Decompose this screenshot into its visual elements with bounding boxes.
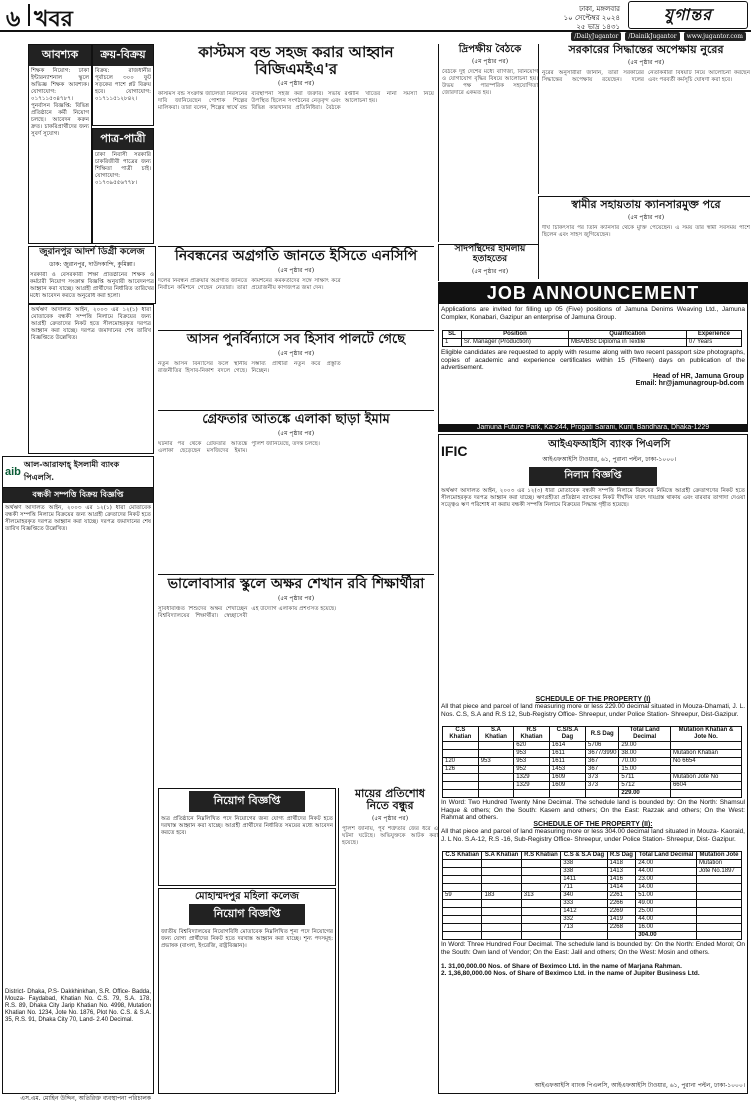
- job-address: Jamuna Future Park, Ka-244, Progati Sarani, Kuril, Bandhara, Dhaka-1229: [439, 424, 747, 431]
- table-cell: [521, 900, 560, 908]
- story-nur-body: নুরের অনুসারীরা জানান, তারা সরকারের সিদ্ধান্তের অপেক্ষায় রয়েছেন। দলের নেতাকর্মীরা বিষয়টি নিয়ে আলোচনা করছেন এবং পরবর্তী কর্মসূচি ঘোষণা করা হবে।: [542, 70, 750, 84]
- table-cell: 5706: [586, 742, 619, 750]
- recruitment-body: অত্র প্রতিষ্ঠানে নিম্নলিখিত পদে নিয়োগের জন্য যোগ্য প্রার্থীদের নিকট হতে দরখাস্ত আহ্বান করা যাচ্ছে। আগ্রহী প্রার্থীদের নির্ধারিত সময়ের মধ্যে আবেদন করতে হবে।: [161, 816, 333, 836]
- table-cell: 713: [561, 924, 607, 932]
- table-cell: 44.00: [636, 868, 697, 876]
- table-cell: [443, 774, 479, 782]
- story-nur-headline: সরকারের সিদ্ধান্তের অপেক্ষায় নুরের: [568, 43, 724, 56]
- ific-address: আইএফআইসি টাওয়ার, ৬১, পুরানা পল্টন, ঢাকা-১০০০।: [542, 456, 677, 463]
- story-attack: [438, 244, 538, 281]
- table-header: C.S Khatian: [443, 852, 482, 860]
- table-header: R.S Dag: [607, 852, 636, 860]
- table-cell: [478, 766, 514, 774]
- table-cell: 120: [443, 758, 479, 766]
- job-intro: Applications are invited for filling up 05 (Five) positions of Jamuna Denims Weaving Ltd., Jamuna Complex, Konabari, Gazipur an enterprise of Jamuna Group.: [441, 306, 745, 321]
- table-cell: [549, 790, 585, 798]
- table-cell: 1418: [607, 860, 636, 868]
- table-cell: 23.00: [636, 876, 697, 884]
- table-cell: [482, 900, 521, 908]
- table-cell: [443, 876, 482, 884]
- story-imam: [158, 410, 434, 571]
- table-cell: 59: [443, 892, 482, 900]
- table-cell: 953: [514, 758, 550, 766]
- ific-sched2-intro: All that piece and parcel of land measuring more or less 304.00 decimal land situated in Mouza- Kaoraid, J. L No. S.A-12, R.S -16, Sub-Registry Office- Shreepur, under Police Station- Shreepur, Dist- Gazipur.: [441, 828, 745, 843]
- table-cell: [482, 932, 521, 940]
- table-cell: 14.00: [636, 884, 697, 892]
- table-cell: [443, 782, 479, 790]
- job-email[interactable]: Email: hr@jamunagroup-bd.com: [635, 380, 744, 387]
- table-cell: [482, 916, 521, 924]
- table-cell: [697, 876, 742, 884]
- ific-sign: আইএফআইসি ব্যাংক পিএলসি, আইএফআইসি টাওয়ার, ৬১, পুরানা পল্টন, ঢাকা-১০০০।: [534, 1082, 745, 1089]
- table-cell: [697, 916, 742, 924]
- job-footer: Eligible candidates are requested to apply with resume along with two recent passport size photographs, copies of academic and experience certificates within 15 (Fifteen) days on publication of the advertisement.: [441, 349, 745, 371]
- classified-matrimony-text: ঢাকা নিবাসী সরকারি চাকরিজীবী পাত্রের জন্য শিক্ষিতা পাত্রী চাই। যোগাযোগ: ০১৭৩৯৫৫৬৭৭৮।: [95, 152, 151, 186]
- table-cell: 38.00: [619, 750, 671, 758]
- table-cell: [482, 876, 521, 884]
- website-link[interactable]: www.jugantor.com: [684, 32, 746, 41]
- table-cell: Mutation: [697, 860, 742, 868]
- table-row: [443, 908, 742, 916]
- ific-table-2: [442, 851, 742, 940]
- twitter-link[interactable]: /DainikJugantor: [625, 32, 679, 41]
- story-imam-headline: গ্রেফতার আতঙ্কে এলাকা ছাড়া ইমাম: [202, 412, 390, 427]
- date-weekday: ঢাকা, মঙ্গলবার: [579, 5, 620, 13]
- ific-words1: In Word: Two Hundred Twenty Nine Decimal. The schedule land is bounded by: On the North: Shamsul Haque & others; On the South: Kasem and others; On the East: Razzak and others; On the West: Rahmat and others.: [441, 799, 745, 821]
- table-cell: [521, 876, 560, 884]
- table-cell: 332: [561, 916, 607, 924]
- table-cell: 183: [482, 892, 521, 900]
- table-cell: 952: [514, 766, 550, 774]
- table-cell: [478, 782, 514, 790]
- table-cell: 711: [561, 884, 607, 892]
- recruitment-title: নিয়োগ বিজ্ঞপ্তি: [189, 791, 305, 812]
- table-row: [443, 750, 742, 758]
- table-cell: [514, 790, 550, 798]
- table-cell: 620: [514, 742, 550, 750]
- table-cell: 126: [443, 766, 479, 774]
- ific-sched1-intro: All that piece and parcel of land measuring more or less 229.00 decimal situated in Mouza-Dhamati, J. L. Nos. C.S, S.A and R.S 12, Sub-Registry Office- Shreepur, under Police Station- Shreepur, Dist-Gazipur.: [441, 703, 745, 718]
- job-cell-position: Sr. Manager (Production): [461, 339, 568, 347]
- classified-wanted: [28, 44, 92, 244]
- story-customs-bond: [158, 44, 434, 242]
- classified-buysell-title: ক্রয়-বিক্রয়: [93, 45, 153, 66]
- job-cell-qualification: MBA/BSc Diploma in Textile: [569, 339, 687, 347]
- table-cell: 953: [514, 750, 550, 758]
- table-cell: 15.00: [619, 766, 671, 774]
- ific-table-1: [442, 726, 742, 798]
- table-cell: [443, 860, 482, 868]
- story-school-headline: ভালোবাসার স্কুলে অক্ষর শেখান রবি শিক্ষার্থীরা: [167, 576, 425, 592]
- ific-sched2-title: SCHEDULE OF THE PROPERTY (II):: [533, 821, 653, 828]
- table-cell: [443, 908, 482, 916]
- continued-label: (৫ম পৃষ্ঠার পর): [371, 815, 409, 823]
- job-cell-experience: 07 Years: [686, 339, 741, 347]
- classified-matrimony: [92, 128, 154, 244]
- aiba-logo-icon: aib: [5, 466, 21, 478]
- table-cell: Mutation Khatian: [670, 750, 741, 758]
- job-header-qualification: Qualification: [569, 331, 687, 339]
- story-school-body: সুবিধাবঞ্চিত শিশুদের অক্ষর শেখাচ্ছেন বিশ্ববিদ্যালয়ের শিক্ষার্থীরা। স্বেচ্ছাসেবী এই উদ্যোগ এলাকায় প্রশংসিত হয়েছে।: [158, 606, 337, 620]
- table-cell: 2261: [607, 892, 636, 900]
- ad-job-announcement: [438, 282, 748, 432]
- table-cell: 373: [586, 774, 619, 782]
- story-revenge-headline: মায়ের প্রতিশোধ নিতে বন্ধুর: [355, 787, 425, 813]
- table-cell: [482, 924, 521, 932]
- table-cell: [443, 916, 482, 924]
- issue-date: [520, 5, 620, 32]
- mohila-title: মোহাম্মদপুর মহিলা কলেজ: [194, 891, 300, 902]
- table-cell: Jote No.1897: [697, 868, 742, 876]
- table-cell: [586, 790, 619, 798]
- table-cell: [521, 868, 560, 876]
- table-cell: [521, 932, 560, 940]
- table-cell: 2266: [607, 900, 636, 908]
- ific-name: আইএফআইসি ব্যাংক পিএলসি: [548, 439, 671, 450]
- table-cell: [561, 932, 607, 940]
- story-revenge-body: পুলিশ জানায়, পূর্ব শত্রুতার জের ধরে এ ঘটনা ঘটেছে। অভিযুক্তকে আটক করা হয়েছে।: [342, 826, 438, 847]
- mohila-notice-title: নিয়োগ বিজ্ঞপ্তি: [189, 904, 305, 925]
- facebook-link[interactable]: /DailyJugantor: [571, 32, 621, 41]
- table-cell: [482, 868, 521, 876]
- story-revenge: [338, 788, 438, 1092]
- table-cell: 1412: [561, 908, 607, 916]
- table-cell: [482, 908, 521, 916]
- ad-juranpur-college-body: সরকারী ও বেসরকারী শিক্ষা প্রতিষ্ঠানের শিক্ষক ও কর্মচারী নিয়োগ সংক্রান্ত বিজ্ঞপ্তি অনুযায়ী আবেদনপত্র আহ্বান করা যাচ্ছে। আগ্রহী প্রার্থীদের নির্ধারিত তারিখের মধ্যে আবেদন করতে অনুরোধ করা হলো।: [30, 271, 154, 299]
- page-number: ৬: [6, 6, 21, 32]
- table-header: C.S/S.A Dag: [549, 727, 585, 742]
- classified-buysell: [92, 44, 154, 126]
- table-cell: [697, 884, 742, 892]
- table-cell: [443, 868, 482, 876]
- story-customs-bond-body: কাস্টমস বন্ড সংক্রান্ত জটিলতা নিরসনের দাবি জানিয়েছেন পোশাক শিল্পের মালিকরা। তারা বলেন, শিল্পের স্বার্থে বন্ড ব্যবস্থাপনা সহজ করা জরুরি। সভায় উপস্থিত ছিলেন সংগঠনের নেতৃবৃন্দ এবং বিভিন্ন কারখানার প্রতিনিধিরা। বৈঠকে রপ্তানি খাতের নানা সমস্যা নিয়ে আলোচনা হয়।: [158, 91, 434, 111]
- table-row: [443, 924, 742, 932]
- table-total-row: [443, 790, 742, 798]
- table-cell: [443, 900, 482, 908]
- story-customs-bond-headline: কাস্টমস বন্ড সহজ করার আহ্বান বিজিএমইএ'র: [198, 43, 394, 78]
- job-cell-sl: 1: [443, 339, 462, 347]
- table-row: [443, 758, 742, 766]
- table-cell: 338: [561, 860, 607, 868]
- date-gregorian: ১০ সেপ্টেম্বর ২০২৪: [563, 14, 620, 22]
- table-cell: 44.00: [636, 916, 697, 924]
- table-header: Total Land Decimal: [636, 852, 697, 860]
- table-row: [443, 774, 742, 782]
- table-cell: 51.00: [636, 892, 697, 900]
- continued-label: (৫ম পৃষ্ঠার পর): [471, 58, 509, 65]
- table-cell: [478, 774, 514, 782]
- date-bengali: ২৫ ভাদ্র ১৪৩১: [576, 23, 620, 31]
- table-cell: 1609: [549, 782, 585, 790]
- table-cell: [521, 924, 560, 932]
- story-school: [158, 574, 434, 785]
- aiba-name: আল-আরাফাহ্‌ ইসলামী ব্যাংক পিএলসি.: [23, 459, 120, 482]
- table-cell: 24.00: [636, 860, 697, 868]
- table-header: R.S Khatian: [521, 852, 560, 860]
- table-cell: 304.00: [636, 932, 697, 940]
- table-cell: 1414: [607, 884, 636, 892]
- table-total-row: [443, 932, 742, 940]
- table-cell: [443, 750, 479, 758]
- table-header: C.S & S.A Dag: [561, 852, 607, 860]
- ad-aiba-notice-small: [28, 304, 154, 454]
- continued-label: (৫ম পৃষ্ঠার পর): [627, 59, 665, 67]
- mohila-body: জাতীয় বিশ্ববিদ্যালয়ের নিয়োগবিধি মোতাবেক নিম্নলিখিত শূন্য পদে নিয়োগের জন্য যোগ্য প্রার্থীদের নিকট হতে দরখাস্ত আহ্বান করা যাচ্ছে। শূন্য পদসমূহ: প্রভাষক (বাংলা, ইংরেজি, রাষ্ট্রবিজ্ঞান)।: [161, 929, 333, 949]
- table-cell: 16.00: [636, 924, 697, 932]
- story-bilateral-body: বৈঠকে দুই দেশের মধ্যে বাণিজ্য, বিনিয়োগ ও যোগাযোগ বৃদ্ধির বিষয়ে আলোচনা হয়। উভয় পক্ষ পারস্পরিক সহযোগিতা জোরদারে একমত হয়।: [442, 69, 538, 96]
- table-cell: [697, 932, 742, 940]
- table-cell: 3677/3990: [586, 750, 619, 758]
- table-cell: 49.00: [636, 900, 697, 908]
- table-row: [443, 860, 742, 868]
- story-seat-reshuffle-headline: আসন পুনর্বিন্যাসে সব হিসাব পালটে গেছে: [186, 332, 406, 347]
- table-cell: [521, 860, 560, 868]
- table-cell: 229.00: [619, 790, 671, 798]
- ad-aiba: [2, 456, 154, 1102]
- table-cell: [697, 892, 742, 900]
- table-cell: 2268: [607, 924, 636, 932]
- table-cell: No 6654: [670, 758, 741, 766]
- social-links: [520, 31, 746, 42]
- table-header: Mutation Jote: [697, 852, 742, 860]
- table-cell: 953: [478, 758, 514, 766]
- ific-words2: In Word: Three Hundred Four Decimal. The schedule land is bounded by: On the North: Ended Morol; On the South: Own land of Vendor; On the East: Jalil and others; On the West: Mosin and others.: [441, 941, 745, 956]
- job-header-experience: Experience: [686, 331, 741, 339]
- table-cell: 367: [586, 758, 619, 766]
- ad-aiba-small-text: অর্থঋণ আদালত আইন, ২০০৩ এর ১২(১) ধারা মোতাবেক বন্ধকী সম্পত্তি নিলামে বিক্রয়ের জন্য আগ্রহী ক্রেতাদের নিকট হতে সীলমোহরকৃত দরপত্র আহ্বান করা যাচ্ছে। দরপত্র জমাদানের শেষ তারিখ বিজ্ঞপ্তিতে উল্লেখিত।: [31, 307, 151, 341]
- table-cell: [443, 884, 482, 892]
- job-sign: Head of HR, Jamuna Group: [652, 373, 744, 380]
- ific-share-1: 1. 31,00,000.00 Nos. of Share of Beximco Ltd. in the name of Marjana Rahman.: [441, 963, 682, 970]
- story-ncp: [158, 246, 434, 327]
- table-cell: [521, 908, 560, 916]
- table-cell: [607, 932, 636, 940]
- table-cell: 1453: [549, 766, 585, 774]
- table-header: R.S Dag: [586, 727, 619, 742]
- table-header: S.A Khatian: [478, 727, 514, 742]
- table-row: [443, 892, 742, 900]
- table-cell: 1419: [607, 916, 636, 924]
- classified-matrimony-title: পাত্র-পাত্রী: [93, 129, 153, 150]
- story-cancer-body: দীর্ঘ চিকিৎসার পর তিনি ক্যানসার থেকে মুক্তি পেয়েছেন। এ সময় তার স্বামী সবসময় পাশে ছিলেন এবং সাহস জুগিয়েছেন।: [542, 225, 750, 239]
- table-row: [443, 766, 742, 774]
- table-cell: 367: [586, 766, 619, 774]
- table-cell: [697, 908, 742, 916]
- header-divider: [28, 4, 30, 26]
- table-header: Total Land Decimal: [619, 727, 671, 742]
- job-table: [442, 330, 742, 347]
- table-cell: [670, 742, 741, 750]
- table-cell: [443, 924, 482, 932]
- table-cell: [697, 924, 742, 932]
- table-cell: 1609: [549, 774, 585, 782]
- table-cell: 1413: [607, 868, 636, 876]
- table-cell: 2269: [607, 908, 636, 916]
- aiba-notice-title: বন্ধকী সম্পত্তি বিক্রয় বিজ্ঞপ্তি: [3, 488, 153, 503]
- story-imam-body: ঘটনার পর থেকে গ্রেফতার আতঙ্কে এলাকা ছেড়েছেন মসজিদের ইমাম। পুলিশ জানিয়েছে, তদন্ত চলছে।: [158, 441, 320, 455]
- continued-label: (৫ম পৃষ্ঠার পর): [277, 80, 315, 87]
- table-cell: [443, 790, 479, 798]
- table-cell: 5711: [619, 774, 671, 782]
- table-header: R.S Khatian: [514, 727, 550, 742]
- ad-juranpur-college: [28, 246, 156, 304]
- table-row: [443, 782, 742, 790]
- ific-body: অর্থঋণ আদালত আইন, ২০০৩ এর ১২(৩) ধারা মোতাবেক বন্ধকী সম্পত্তি নিলামে বিক্রয়ের নিমিত্তে আগ্রহী ক্রেতাগণের নিকট হতে সীলমোহরকৃত দরপত্র আহ্বান করা যাচ্ছে। ঋণগ্রহীতা প্রতিষ্ঠান ব্যাংকের নিকট দীর্ঘদিন যাবৎ দায়গ্রস্ত থাকায় এবং বারবার তাগাদা দেওয়া সত্ত্বেও ঋণ পরিশোধ না করায় বন্ধকী সম্পত্তি নিলামে বিক্রয়ের সিদ্ধান্ত গৃহীত হয়েছে।: [441, 488, 745, 508]
- story-cancer: [538, 196, 750, 279]
- job-header-position: Position: [461, 331, 568, 339]
- table-cell: 340: [561, 892, 607, 900]
- story-ncp-body: দলের নিবন্ধন প্রক্রিয়ার অগ্রগতি জানতে নির্বাচন কমিশনে গেছেন নেতারা। তারা কমিশনের কর্মকর্তাদের সঙ্গে সাক্ষাৎ করে প্রয়োজনীয় কাগজপত্র জমা দেন।: [158, 278, 341, 292]
- continued-label: (৫ম পৃষ্ঠার পর): [627, 214, 665, 222]
- table-row: [443, 900, 742, 908]
- table-cell: 338: [561, 868, 607, 876]
- classified-buysell-text: বিক্রয়: রাজধানীর পূর্বাচলে ৩০০ ফুট সড়কের পাশে প্লট বিক্রয় হবে। যোগাযোগ: ০১৭১১৫১২৮৪২।: [95, 68, 151, 102]
- job-header-sl: SL: [443, 331, 462, 339]
- aiba-body: অর্থঋণ আদালত আইন, ২০০৩ এর ১২(১) ধারা মোতাবেক বন্ধকী সম্পত্তি নিলামে বিক্রয়ের জন্য আগ্রহী ক্রেতাদের নিকট হতে সীলমোহরকৃত দরপত্র আহ্বান করা যাচ্ছে। দরপত্র জমাদানের শেষ তারিখ বিজ্ঞপ্তিতে উল্লেখিত।: [5, 505, 151, 532]
- story-ncp-headline: নিবন্ধনের অগ্রগতি জানতে ইসিতে এনসিপি: [174, 248, 418, 264]
- table-cell: [478, 750, 514, 758]
- table-cell: 5712: [619, 782, 671, 790]
- continued-label: (৫ম পৃষ্ঠার পর): [277, 267, 315, 275]
- table-cell: 1614: [549, 742, 585, 750]
- aiba-schedule: District- Dhaka, P.S- Dakkhinkhan, S.R. Office- Badda, Mouza- Faydabad, Khatian No. C.S. 79, S.A. 178, R.S. 89, Dhaka City Jarip Khatian No. 4998, Mutation Khatian No. 1234, Jote No. 1876, Plot No. C.S. & S.A. 35, R.S. 91, Dhaka City 70, Land- 2.40 Decimal.: [5, 989, 151, 1023]
- ific-sched1-title: SCHEDULE OF THE PROPERTY (I): [535, 696, 651, 703]
- table-row: [443, 916, 742, 924]
- table-cell: 1411: [561, 876, 607, 884]
- table-cell: 1416: [607, 876, 636, 884]
- table-cell: 1329: [514, 782, 550, 790]
- table-header: S.A Khatian: [482, 852, 521, 860]
- story-seat-reshuffle: [158, 330, 434, 407]
- ad-juranpur-college-title: জুরানপুর আদর্শ ডিগ্রী কলেজ: [39, 247, 145, 257]
- table-cell: [482, 884, 521, 892]
- section-title: খবর: [34, 6, 73, 32]
- continued-label: (৫ম পৃষ্ঠার পর): [277, 595, 315, 603]
- table-header: Mutation Khatian & Jote No.: [670, 727, 741, 742]
- table-cell: 333: [561, 900, 607, 908]
- table-cell: 1611: [549, 750, 585, 758]
- table-cell: 70.00: [619, 758, 671, 766]
- table-cell: 1329: [514, 774, 550, 782]
- classified-wanted-title: আবশ্যক: [29, 45, 91, 66]
- table-cell: [521, 884, 560, 892]
- story-attack-headline: সাদপন্থিদের হামলায় হতাহতের: [454, 244, 526, 264]
- table-row: [443, 876, 742, 884]
- ific-logo-icon: IFIC: [441, 443, 468, 459]
- table-cell: 1611: [549, 758, 585, 766]
- ad-mohammadpur-college: [158, 888, 336, 1094]
- table-cell: Mutation Jote No: [670, 774, 741, 782]
- job-title: JOB ANNOUNCEMENT: [439, 283, 747, 304]
- table-cell: [443, 932, 482, 940]
- table-cell: [443, 742, 479, 750]
- table-cell: [670, 790, 741, 798]
- story-cancer-headline: স্বামীর সহায়তায় ক্যানসারমুক্ত পরে: [571, 198, 721, 211]
- story-nur: [538, 44, 750, 194]
- classified-wanted-text: শিক্ষক নিয়োগ: ঢাকা ইন্টারন্যাশনাল স্কুলে অভিজ্ঞ শিক্ষক আবশ্যক। যোগাযোগ: ০১৭১১৫৩৪৭৮৭। পুনর্বাসন বিজ্ঞপ্তি: বিভিন্ন প্রতিষ্ঠানে কর্মী নিয়োগ চলছে। আবেদন করুন দ্রুত। চাকরিপ্রার্থীদের জন্য সুবর্ণ সুযোগ।: [31, 68, 89, 137]
- table-cell: [521, 916, 560, 924]
- table-cell: 373: [586, 782, 619, 790]
- table-cell: 6604: [670, 782, 741, 790]
- ific-share-2: 2. 1,36,80,000.00 Nos. of Share of Beximco Ltd. in the name of Jupiter Business Ltd.: [441, 970, 700, 977]
- table-row: [443, 742, 742, 750]
- table-cell: [482, 860, 521, 868]
- table-cell: [697, 900, 742, 908]
- table-row: [443, 868, 742, 876]
- continued-label: (৫ম পৃষ্ঠার পর): [277, 350, 315, 358]
- continued-label: (৫ম পৃষ্ঠার পর): [277, 430, 315, 438]
- table-header: C.S Khatian: [443, 727, 479, 742]
- table-cell: [670, 766, 741, 774]
- story-bilateral-headline: দ্রিপক্ষীয় বৈঠকে: [458, 44, 522, 55]
- aiba-sign: এস.এম. মোহিন উদ্দিন, অতিরিক্ত ব্যবস্থাপনা পরিচালক: [20, 1095, 151, 1102]
- ad-juranpur-college-address: ডাক: জুরানপুর, দাউদকান্দি, কুমিল্লা।: [49, 260, 135, 268]
- ific-notice-title: নিলাম বিজ্ঞপ্তি: [529, 467, 657, 486]
- ad-ific: [438, 434, 748, 1094]
- table-cell: 25.00: [636, 908, 697, 916]
- table-cell: [478, 742, 514, 750]
- ad-recruitment: [158, 788, 336, 886]
- continued-label: (৫ম পৃষ্ঠার পর): [471, 267, 509, 275]
- table-cell: 29.00: [619, 742, 671, 750]
- newspaper-logo: যুগান্তর: [628, 1, 748, 29]
- table-row: [443, 884, 742, 892]
- story-seat-reshuffle-body: নতুন আসন বিন্যাসের ফলে স্থানীয় রাজনীতির হিসাব-নিকাশ বদলে গেছে। সম্ভাব্য প্রার্থীরা নতুন করে প্রস্তুতি নিচ্ছেন।: [158, 361, 341, 375]
- table-cell: 313: [521, 892, 560, 900]
- table-cell: [478, 790, 514, 798]
- story-bilateral: [438, 44, 538, 242]
